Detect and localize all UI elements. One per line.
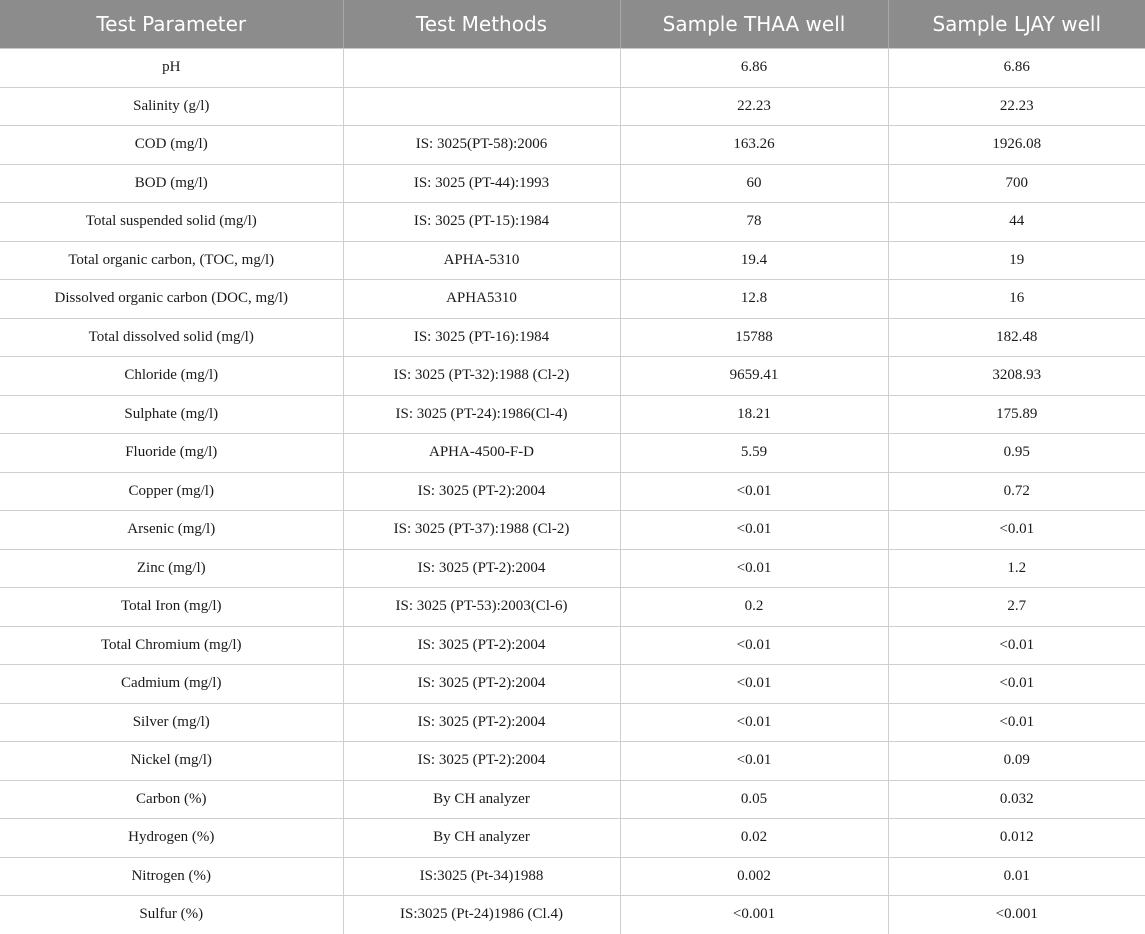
thaa-well-value-cell: 19.4 bbox=[620, 241, 888, 280]
ljay-well-value-cell: <0.01 bbox=[888, 703, 1145, 742]
ljay-well-value-cell: 700 bbox=[888, 164, 1145, 203]
ljay-well-value-cell: <0.01 bbox=[888, 665, 1145, 704]
table-row bbox=[0, 780, 1145, 819]
thaa-well-value-cell: 0.002 bbox=[620, 857, 888, 896]
table-row bbox=[0, 549, 1145, 588]
test-parameter-cell: Copper (mg/l) bbox=[0, 472, 343, 511]
thaa-well-value-cell: <0.001 bbox=[620, 896, 888, 934]
ljay-well-value-cell: 0.012 bbox=[888, 819, 1145, 858]
ljay-well-value-cell: 0.95 bbox=[888, 434, 1145, 473]
table-row bbox=[0, 511, 1145, 550]
thaa-well-value-cell: 15788 bbox=[620, 318, 888, 357]
test-method-cell bbox=[343, 49, 620, 88]
ljay-well-value-cell: <0.01 bbox=[888, 511, 1145, 550]
ljay-well-value-cell: 44 bbox=[888, 203, 1145, 242]
table-row bbox=[0, 896, 1145, 934]
test-parameter-cell: Salinity (g/l) bbox=[0, 87, 343, 126]
ljay-well-value-cell: 19 bbox=[888, 241, 1145, 280]
table-row bbox=[0, 126, 1145, 165]
table-row bbox=[0, 203, 1145, 242]
table-row bbox=[0, 626, 1145, 665]
ljay-well-value-cell: 0.09 bbox=[888, 742, 1145, 781]
test-parameter-cell: Dissolved organic carbon (DOC, mg/l) bbox=[0, 280, 343, 319]
test-method-cell: IS: 3025 (PT-2):2004 bbox=[343, 472, 620, 511]
test-parameter-cell: Chloride (mg/l) bbox=[0, 357, 343, 396]
thaa-well-value-cell: 12.8 bbox=[620, 280, 888, 319]
test-method-cell: IS: 3025 (PT-16):1984 bbox=[343, 318, 620, 357]
test-method-cell: By CH analyzer bbox=[343, 780, 620, 819]
thaa-well-value-cell: <0.01 bbox=[620, 742, 888, 781]
test-method-cell: IS: 3025 (PT-53):2003(Cl-6) bbox=[343, 588, 620, 627]
test-method-cell: IS: 3025 (PT-32):1988 (Cl-2) bbox=[343, 357, 620, 396]
thaa-well-value-cell: <0.01 bbox=[620, 665, 888, 704]
test-parameter-cell: Total dissolved solid (mg/l) bbox=[0, 318, 343, 357]
thaa-well-value-cell: 5.59 bbox=[620, 434, 888, 473]
thaa-well-value-cell: 0.05 bbox=[620, 780, 888, 819]
header-sample-ljay-well: Sample LJAY well bbox=[888, 0, 1145, 49]
test-method-cell: APHA-5310 bbox=[343, 241, 620, 280]
thaa-well-value-cell: 163.26 bbox=[620, 126, 888, 165]
test-method-cell bbox=[343, 87, 620, 126]
table-row bbox=[0, 857, 1145, 896]
ljay-well-value-cell: 0.032 bbox=[888, 780, 1145, 819]
table-row bbox=[0, 588, 1145, 627]
ljay-well-value-cell: <0.001 bbox=[888, 896, 1145, 934]
thaa-well-value-cell: 0.02 bbox=[620, 819, 888, 858]
test-parameter-cell: Fluoride (mg/l) bbox=[0, 434, 343, 473]
test-parameter-cell: BOD (mg/l) bbox=[0, 164, 343, 203]
test-parameter-cell: Total suspended solid (mg/l) bbox=[0, 203, 343, 242]
ljay-well-value-cell: 2.7 bbox=[888, 588, 1145, 627]
thaa-well-value-cell: <0.01 bbox=[620, 703, 888, 742]
ljay-well-value-cell: 1926.08 bbox=[888, 126, 1145, 165]
ljay-well-value-cell: 0.01 bbox=[888, 857, 1145, 896]
table-row bbox=[0, 241, 1145, 280]
thaa-well-value-cell: 0.2 bbox=[620, 588, 888, 627]
thaa-well-value-cell: <0.01 bbox=[620, 472, 888, 511]
table-row bbox=[0, 665, 1145, 704]
test-method-cell: IS: 3025 (PT-37):1988 (Cl-2) bbox=[343, 511, 620, 550]
thaa-well-value-cell: 6.86 bbox=[620, 49, 888, 88]
table-row bbox=[0, 742, 1145, 781]
test-parameter-cell: Total organic carbon, (TOC, mg/l) bbox=[0, 241, 343, 280]
table-row bbox=[0, 164, 1145, 203]
table-row bbox=[0, 49, 1145, 88]
test-parameter-cell: Cadmium (mg/l) bbox=[0, 665, 343, 704]
ljay-well-value-cell: 3208.93 bbox=[888, 357, 1145, 396]
test-method-cell: APHA5310 bbox=[343, 280, 620, 319]
table-row bbox=[0, 819, 1145, 858]
test-method-cell: IS: 3025(PT-58):2006 bbox=[343, 126, 620, 165]
thaa-well-value-cell: <0.01 bbox=[620, 549, 888, 588]
table-body bbox=[0, 49, 1145, 934]
test-parameter-cell: Nickel (mg/l) bbox=[0, 742, 343, 781]
header-test-parameter: Test Parameter bbox=[0, 0, 343, 49]
test-method-cell: IS: 3025 (PT-2):2004 bbox=[343, 549, 620, 588]
table-header bbox=[0, 0, 1145, 49]
ljay-well-value-cell: 16 bbox=[888, 280, 1145, 319]
header-row bbox=[0, 0, 1145, 49]
test-parameter-cell: Sulphate (mg/l) bbox=[0, 395, 343, 434]
test-parameter-cell: Total Iron (mg/l) bbox=[0, 588, 343, 627]
thaa-well-value-cell: 18.21 bbox=[620, 395, 888, 434]
test-method-cell: IS:3025 (Pt-34)1988 bbox=[343, 857, 620, 896]
test-parameter-cell: pH bbox=[0, 49, 343, 88]
test-parameter-cell: Sulfur (%) bbox=[139, 906, 204, 923]
test-method-cell: IS: 3025 (PT-15):1984 bbox=[343, 203, 620, 242]
test-method-cell: IS: 3025 (PT-24):1986(Cl-4) bbox=[343, 395, 620, 434]
ljay-well-value-cell: 22.23 bbox=[888, 87, 1145, 126]
thaa-well-value-cell: <0.01 bbox=[620, 511, 888, 550]
ljay-well-value-cell: 6.86 bbox=[888, 49, 1145, 88]
test-method-cell: IS: 3025 (PT-44):1993 bbox=[343, 164, 620, 203]
test-parameter-cell: Silver (mg/l) bbox=[0, 703, 343, 742]
test-parameter-cell: Nitrogen (%) bbox=[0, 857, 343, 896]
table-row bbox=[0, 703, 1145, 742]
ljay-well-value-cell: 175.89 bbox=[888, 395, 1145, 434]
thaa-well-value-cell: 78 bbox=[620, 203, 888, 242]
ljay-well-value-cell: 182.48 bbox=[888, 318, 1145, 357]
test-parameter-cell: Arsenic (mg/l) bbox=[0, 511, 343, 550]
table-row bbox=[0, 280, 1145, 319]
ljay-well-value-cell: <0.01 bbox=[888, 626, 1145, 665]
test-method-cell: IS: 3025 (PT-2):2004 bbox=[343, 703, 620, 742]
table-row bbox=[0, 395, 1145, 434]
table-row bbox=[0, 87, 1145, 126]
test-parameter-cell: COD (mg/l) bbox=[0, 126, 343, 165]
header-sample-thaa-well: Sample THAA well bbox=[620, 0, 888, 49]
ljay-well-value-cell: 0.72 bbox=[888, 472, 1145, 511]
test-method-cell: IS: 3025 (PT-2):2004 bbox=[343, 742, 620, 781]
thaa-well-value-cell: 9659.41 bbox=[620, 357, 888, 396]
test-method-cell: IS:3025 (Pt-24)1986 (Cl.4) bbox=[343, 896, 620, 934]
table-row bbox=[0, 318, 1145, 357]
test-parameter-cell: Zinc (mg/l) bbox=[0, 549, 343, 588]
test-parameter-cell: Carbon (%) bbox=[0, 780, 343, 819]
table-row bbox=[0, 434, 1145, 473]
ljay-well-value-cell: 1.2 bbox=[888, 549, 1145, 588]
thaa-well-value-cell: 60 bbox=[620, 164, 888, 203]
header-test-methods: Test Methods bbox=[343, 0, 620, 49]
test-method-cell: APHA-4500-F-D bbox=[343, 434, 620, 473]
test-method-cell: By CH analyzer bbox=[343, 819, 620, 858]
table-row bbox=[0, 357, 1145, 396]
thaa-well-value-cell: 22.23 bbox=[620, 87, 888, 126]
test-method-cell: IS: 3025 (PT-2):2004 bbox=[343, 626, 620, 665]
table-row bbox=[0, 472, 1145, 511]
test-method-cell: IS: 3025 (PT-2):2004 bbox=[343, 665, 620, 704]
test-parameter-cell: Total Chromium (mg/l) bbox=[0, 626, 343, 665]
thaa-well-value-cell: <0.01 bbox=[620, 626, 888, 665]
test-parameter-cell: Hydrogen (%) bbox=[0, 819, 343, 858]
